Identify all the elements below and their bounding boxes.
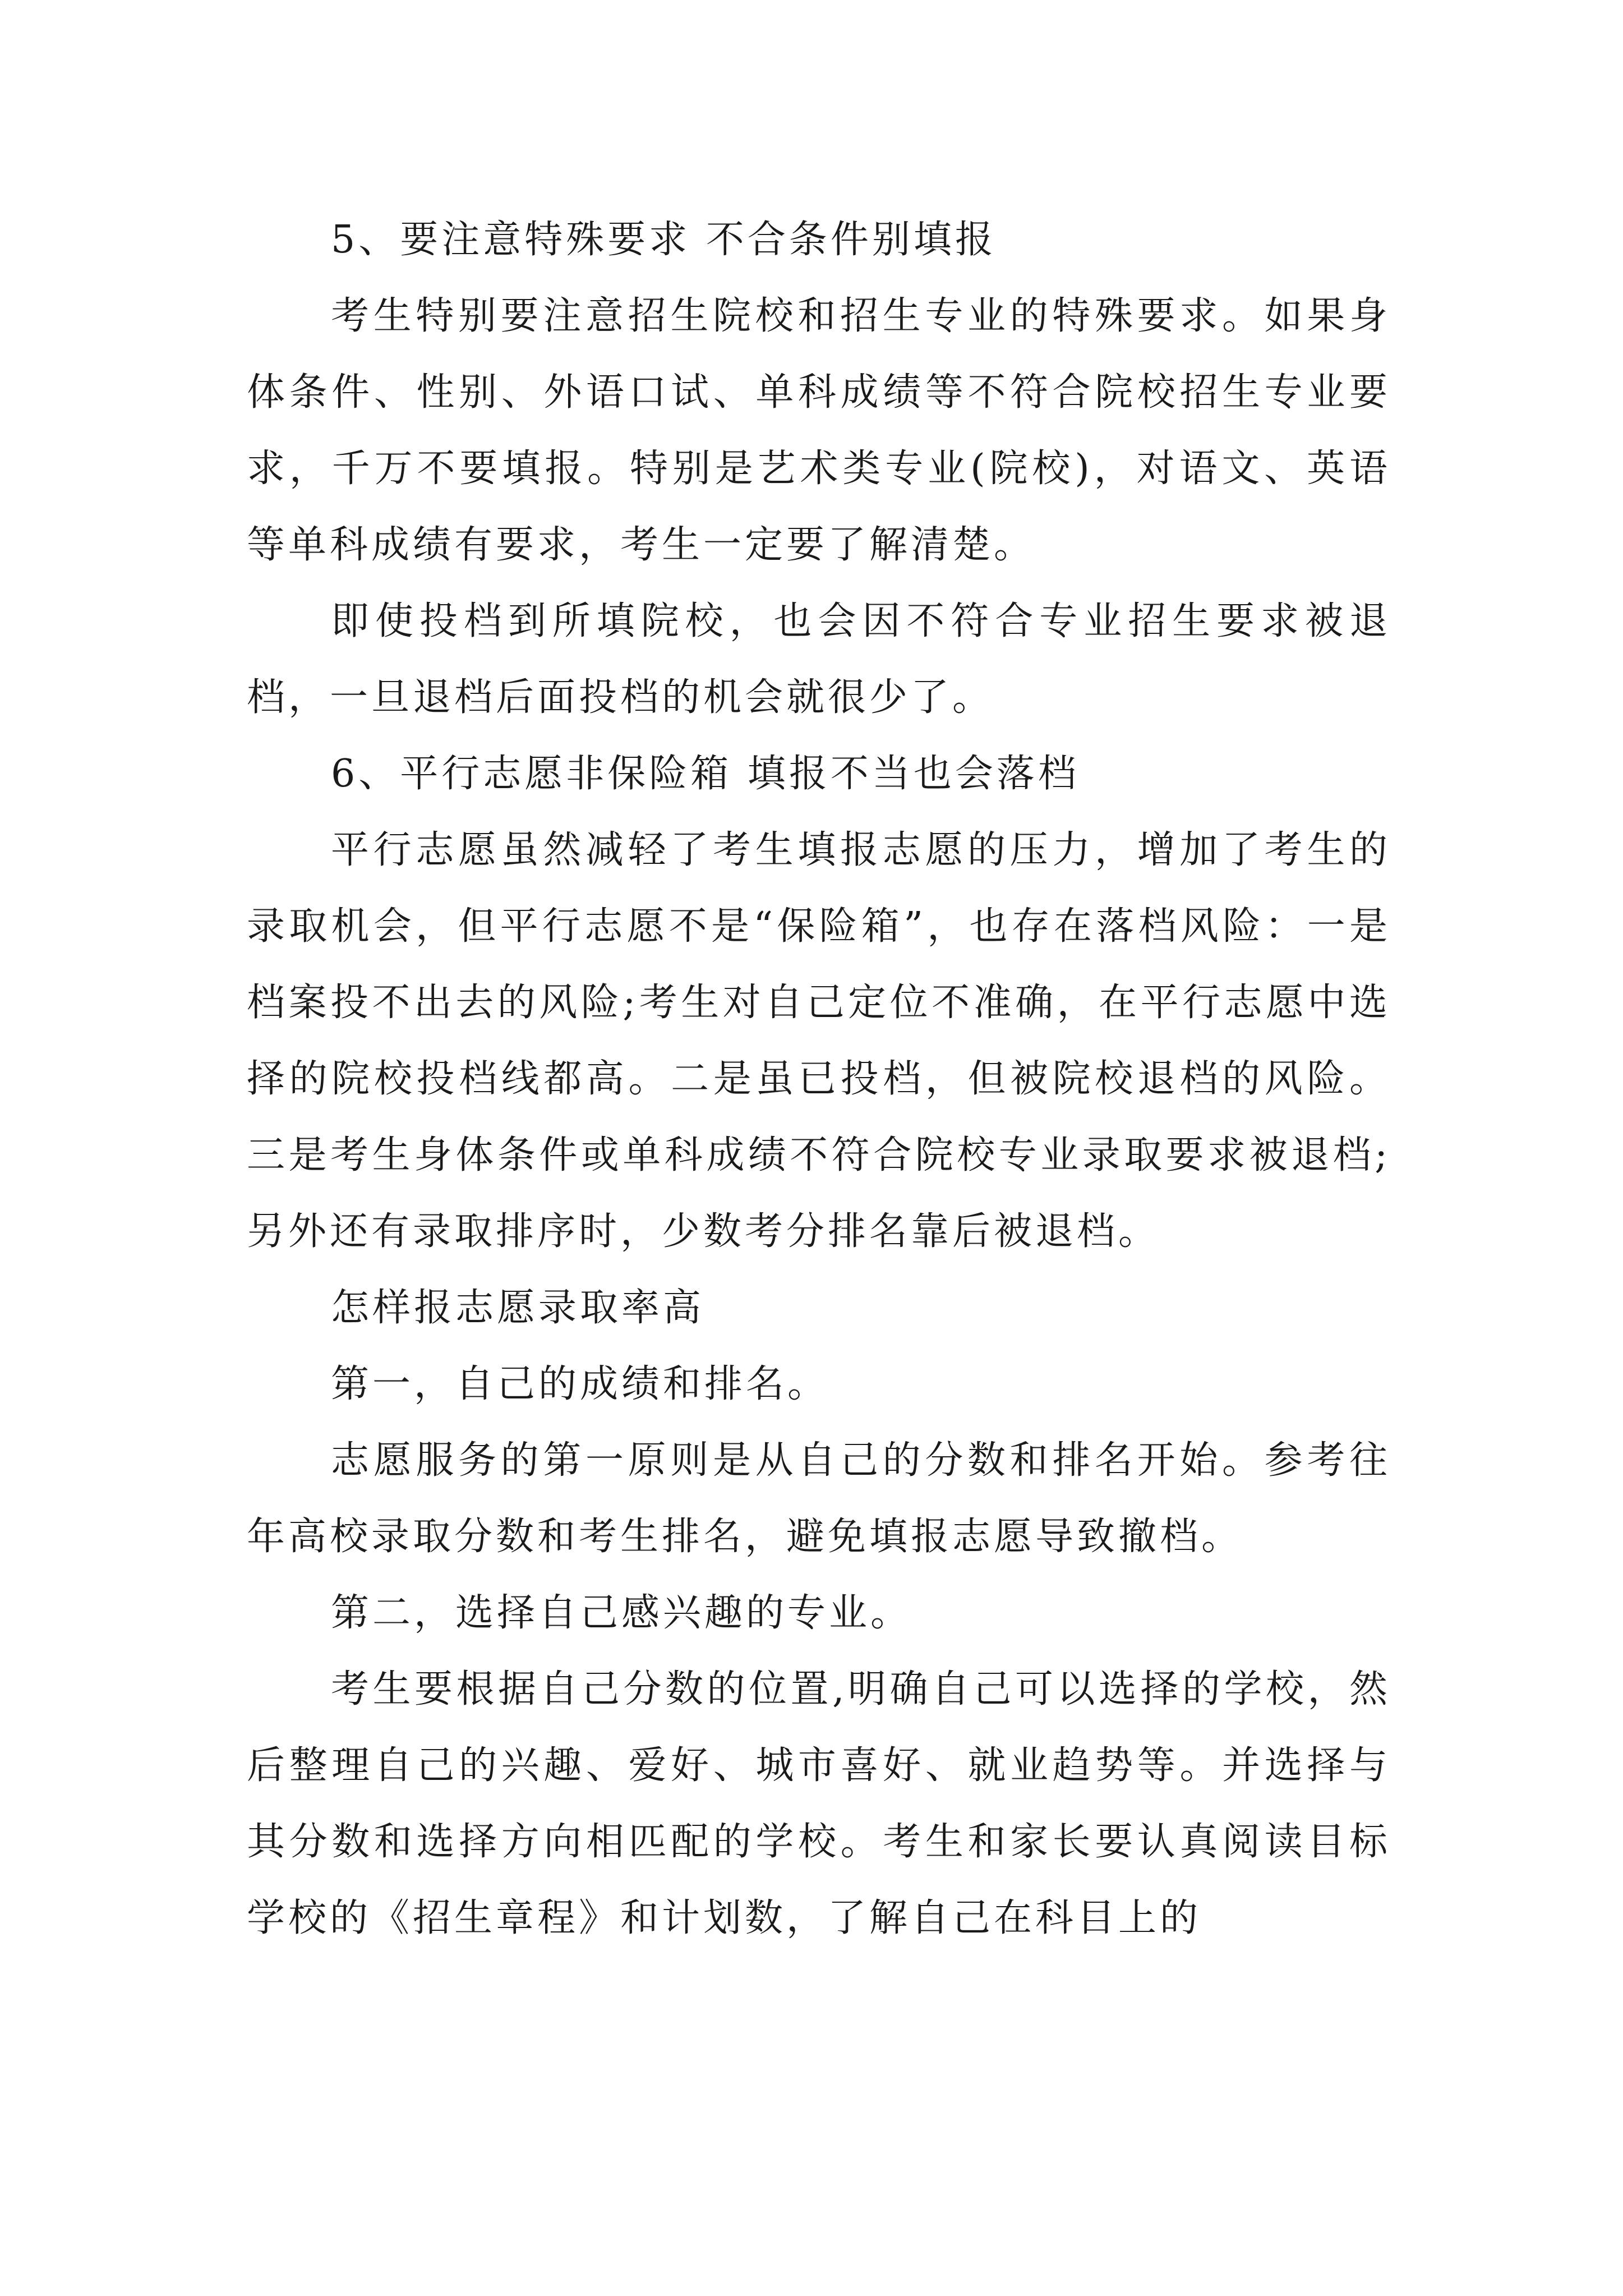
paragraph-rejected-files: 即使投档到所填院校，也会因不符合专业招生要求被退档，一旦退档后面投档的机会就很少了。 (247, 599, 1391, 720)
paragraph-special-requirements: 考生特别要注意招生院校和招生专业的特殊要求。如果身体条件、性别、外语口试、单科成绩等不符合院校招生专业要求，千万不要填报。特别是艺术类专业(院校)，对语文、英语等单科成绩有要求，考生一定要了解清楚。 (247, 294, 1391, 567)
paragraph-parallel-volunteer-risks: 平行志愿虽然减轻了考生填报志愿的压力，增加了考生的录取机会，但平行志愿不是“保险箱”，也存在落档风险：一是档案投不出去的风险;考生对自己定位不准确，在平行志愿中选择的院校投档线都高。二是虽已投档，但被院校退档的风险。三是考生身体条件或单科成绩不符合院校专业录取要求被退档;另外还有录取排序时，少数考分排名靠后被退档。 (247, 828, 1391, 1254)
paragraph-scores-ranking: 志愿服务的第一原则是从自己的分数和排名开始。参考往年高校录取分数和考生排名，避免填报志愿导致撤档。 (247, 1438, 1391, 1559)
section-heading-parallel-volunteer: 6、平行志愿非保险箱 填报不当也会落档 (331, 752, 1080, 796)
section-heading-special-requirements: 5、要注意特殊要求 不合条件别填报 (331, 218, 997, 262)
point-heading-scores-ranking: 第一，自己的成绩和排名。 (331, 1362, 829, 1406)
document-body (247, 202, 1391, 1957)
paragraph-interest-major: 考生要根据自己分数的位置,明确自己可以选择的学校，然后整理自己的兴趣、爱好、城市喜好、就业趋势等。并选择与其分数和选择方向相匹配的学校。考生和家长要认真阅读目标学校的《招生章程》和计划数，了解自己在科目上的 (247, 1667, 1391, 1940)
point-heading-interest-major: 第二，选择自己感兴趣的专业。 (331, 1591, 912, 1635)
section-heading-admission-rate: 怎样报志愿录取率高 (331, 1286, 705, 1330)
